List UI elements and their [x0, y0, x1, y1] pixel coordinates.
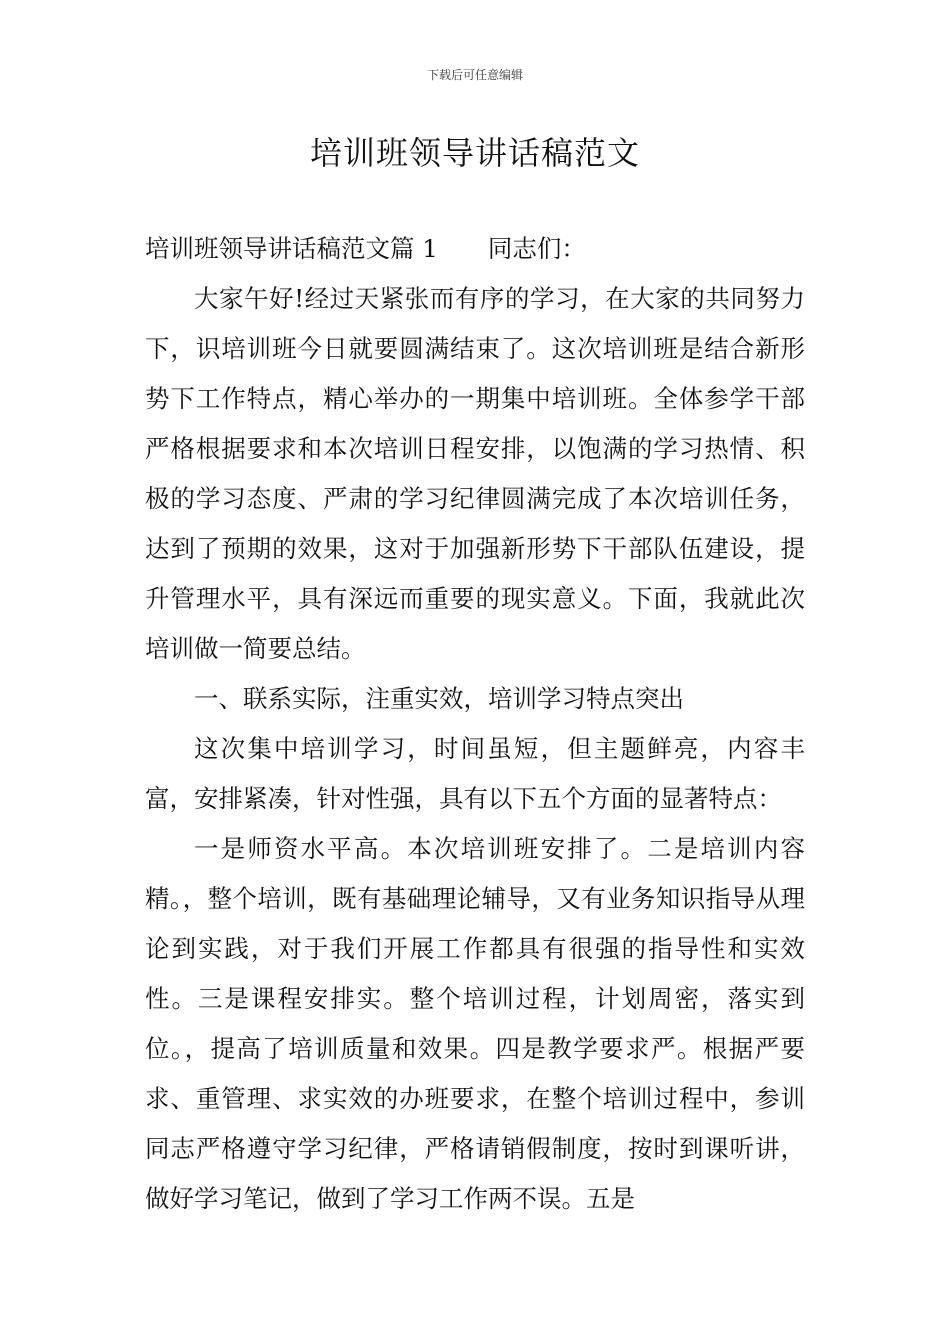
document-body: [145, 224, 805, 1224]
section-subheading: 一、联系实际，注重实效，培训学习特点突出: [194, 684, 684, 713]
header-note: 下载后可任意编辑: [426, 68, 523, 82]
greeting: 同志们：: [487, 234, 586, 263]
intro-line: [145, 224, 805, 274]
section-heading: 培训班领导讲话稿范文篇 1: [145, 234, 438, 263]
paragraph: 大家午好!经过天紧张而有序的学习，在大家的共同努力下，识培训班今日就要圆满结束了。这次培训班是结合新形势下工作特点，精心举办的一期集中培训班。全体参学干部严格根据要求和本次培训日程安排，以饱满的学习热情、积极的学习态度、严肃的学习纪律圆满完成了本次培训任务，达到了预期的效果，这对于加强新形势下干部队伍建设，提升管理水平，具有深远而重要的现实意义。下面，我就此次培训做一简要总结。: [145, 284, 805, 663]
document-title: 培训班领导讲话稿范文: [309, 134, 640, 172]
paragraph: 一是师资水平高。本次培训班安排了。二是培训内容精。，整个培训，既有基础理论辅导，又有业务知识指导从理论到实践，对于我们开展工作都具有很强的指导性和实效性。三是课程安排实。整个培训过程，计划周密，落实到位。，提高了培训质量和效果。四是教学要求严。根据严要求、重管理、求实效的办班要求，在整个培训过程中，参训同志严格遵守学习纪律，严格请销假制度，按时到课听讲，做好学习笔记，做到了学习工作两不误。五是: [145, 834, 805, 1213]
paragraph: 这次集中培训学习，时间虽短，但主题鲜亮，内容丰富，安排紧凑，针对性强，具有以下五个方面的显著特点：: [145, 734, 805, 813]
